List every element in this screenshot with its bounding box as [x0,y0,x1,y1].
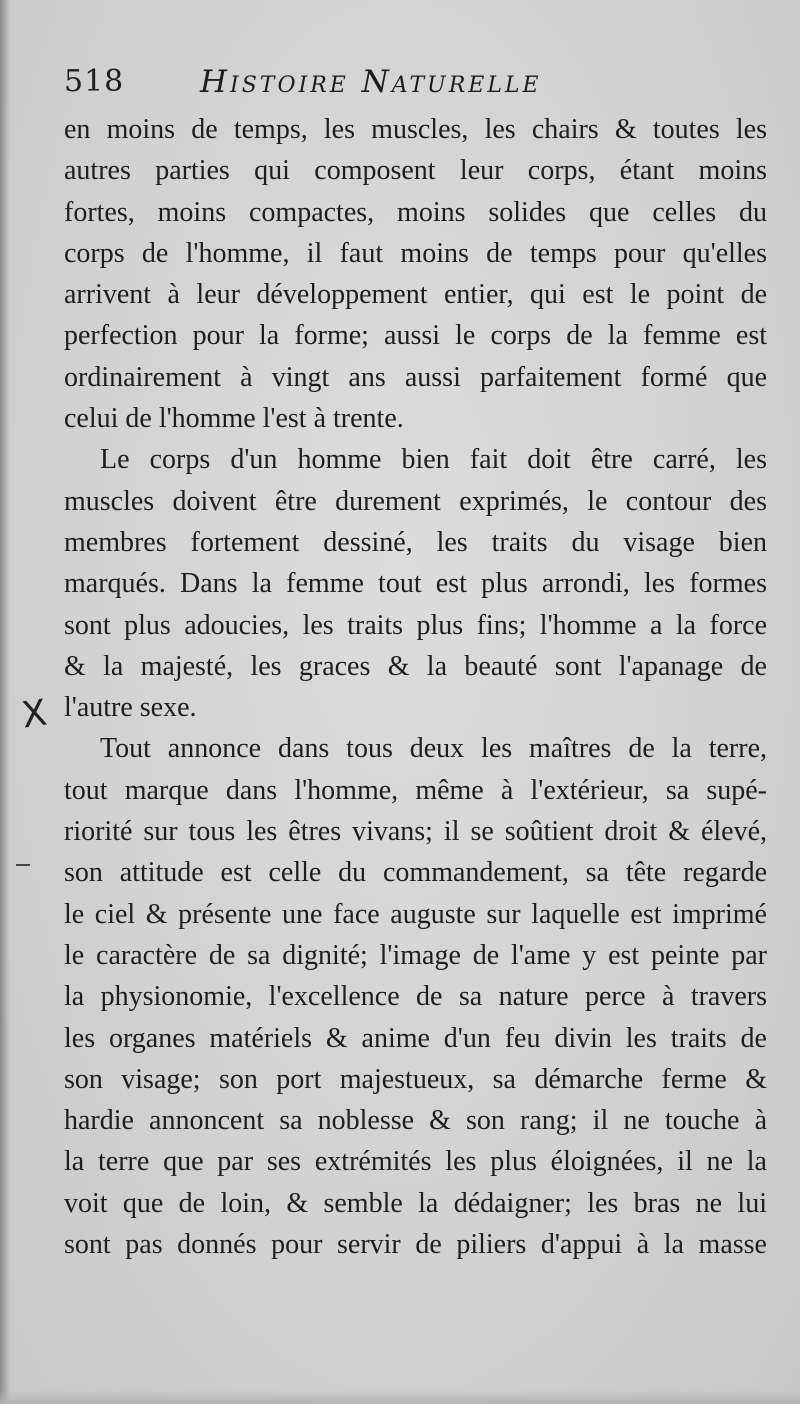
text-line: marqués. Dans la femme tout est plus arrondi, les formes [64,568,767,600]
text-line: tout marque dans l'homme, même à l'extérieur, sa supé- [64,774,767,806]
text-line: & la majesté, les graces & la beauté sont l'apanage de [64,650,767,682]
paragraph-first-line: Tout annonce dans tous deux les maîtres de la terre, [100,733,767,765]
gutter-shadow [0,0,10,1404]
text-line: hardie annoncent sa noblesse & son rang; il ne touche à [64,1105,767,1137]
paragraph-first-line: Le corps d'un homme bien fait doit être carré, les [100,444,767,476]
handwritten-margin-mark: X [19,692,50,737]
text-line: celui de l'homme l'est à trente. [64,403,404,435]
body-text [64,109,767,1265]
text-line: voit que de loin, & semble la dédaigner; les bras ne lui [64,1187,767,1219]
text-line: le ciel & présente une face auguste sur laquelle est imprimé [64,898,767,930]
bottom-edge-shadow [0,1390,800,1404]
running-title: Histoire Naturelle [200,64,542,100]
text-line: sont plus adoucies, les traits plus fins; l'homme a la force [64,609,767,641]
text-line: son attitude est celle du commandement, sa tête regarde [64,857,767,889]
text-line: membres fortement dessiné, les traits du visage bien [64,526,767,558]
text-line: perfection pour la forme; aussi le corps de la femme est [64,320,767,352]
text-line: en moins de temps, les muscles, les chairs & toutes les [64,114,767,145]
text-line: ordinairement à vingt ans aussi parfaitement formé que [64,361,767,393]
text-line: les organes matériels & anime d'un feu divin les traits de [64,1022,767,1054]
text-line: l'autre sexe. [64,692,197,724]
text-line: corps de l'homme, il faut moins de temps pour qu'elles [64,237,767,269]
text-line: riorité sur tous les êtres vivans; il se soûtient droit & élevé, [64,816,767,848]
margin-dash [16,864,30,866]
text-line: le caractère de sa dignité; l'image de l'ame y est peinte par [64,939,767,971]
text-line: sont pas donnés pour servir de piliers d'appui à la masse [64,1229,767,1261]
text-line: la physionomie, l'excellence de sa nature perce à travers [64,981,767,1013]
text-line: son visage; son port majestueux, sa démarche ferme & [64,1063,767,1095]
text-line: la terre que par ses extrémités les plus éloignées, il ne la [64,1146,767,1178]
text-line: fortes, moins compactes, moins solides que celles du [64,196,767,228]
text-line: arrivent à leur développement entier, qui est le point de [64,279,767,311]
text-line: autres parties qui composent leur corps, étant moins [64,155,767,187]
page-header [64,64,764,104]
page-number: 518 [64,64,125,99]
text-line: muscles doivent être durement exprimés, le contour des [64,485,767,517]
